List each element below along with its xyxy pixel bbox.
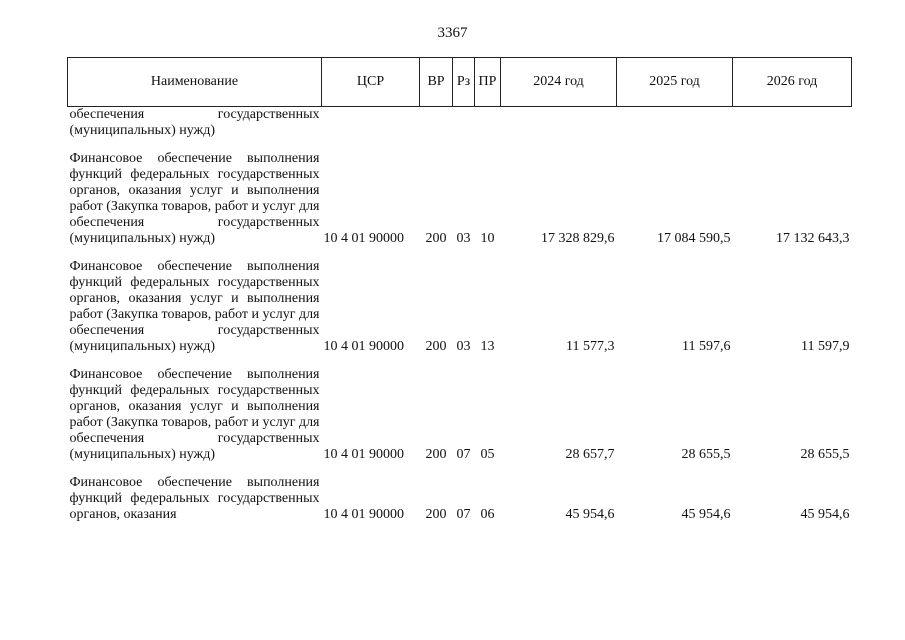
table-row [68, 107, 852, 140]
row-vr: 200 [425, 231, 447, 246]
row-name: Финансовое обеспечение выполнения функций федеральных государственных органов, оказания услуг и выполнения работ (Закупка товаров, работ и услуг для обеспечения государственных (муниципальных) нужд) [69, 151, 320, 246]
row-pr: 13 [480, 339, 495, 354]
header-vr: ВР [420, 58, 453, 107]
row-pr: 05 [480, 447, 495, 462]
row-vr: 200 [425, 447, 447, 462]
page-number: 3367 [437, 25, 468, 41]
header-pr: ПР [475, 58, 501, 107]
header-name: Наименование [68, 58, 322, 107]
row-2024: 28 657,7 [565, 447, 615, 462]
header-rz: Рз [453, 58, 475, 107]
row-csr: 10 4 01 90000 [323, 507, 404, 522]
table-row [68, 247, 852, 355]
table-row [68, 355, 852, 463]
row-csr: 10 4 01 90000 [323, 231, 404, 246]
table-header-row [68, 58, 852, 107]
row-vr: 200 [425, 507, 447, 522]
row-2025: 17 084 590,5 [657, 231, 731, 246]
row-csr: 10 4 01 90000 [323, 447, 404, 462]
header-csr: ЦСР [322, 58, 420, 107]
row-2026: 11 597,9 [801, 339, 850, 354]
table-row [68, 463, 852, 523]
header-2025: 2025 год [617, 58, 733, 107]
row-2026: 28 655,5 [800, 447, 850, 462]
row-2025: 11 597,6 [682, 339, 731, 354]
row-2025: 45 954,6 [681, 507, 731, 522]
budget-table [67, 57, 852, 523]
header-2024: 2024 год [501, 58, 617, 107]
row-vr: 200 [425, 339, 447, 354]
row-pr: 06 [480, 507, 495, 522]
row-2024: 17 328 829,6 [541, 231, 615, 246]
row-2026 [733, 107, 852, 140]
row-csr: 10 4 01 90000 [323, 339, 404, 354]
row-rz: 03 [456, 339, 471, 354]
row-rz [453, 107, 475, 140]
row-2025 [617, 107, 733, 140]
row-rz: 03 [456, 231, 471, 246]
row-pr: 10 [480, 231, 495, 246]
row-vr [420, 107, 453, 140]
row-2024: 11 577,3 [566, 339, 615, 354]
row-rz: 07 [456, 447, 471, 462]
header-2026: 2026 год [733, 58, 852, 107]
row-2024 [501, 107, 617, 140]
row-2024: 45 954,6 [565, 507, 615, 522]
row-2026: 45 954,6 [800, 507, 850, 522]
row-name: обеспечения государственных (муниципальных) нужд) [69, 107, 320, 138]
table-row [68, 139, 852, 247]
row-2026: 17 132 643,3 [776, 231, 850, 246]
row-csr [322, 107, 420, 140]
row-rz: 07 [456, 507, 471, 522]
row-name: Финансовое обеспечение выполнения функций федеральных государственных органов, оказания услуг и выполнения работ (Закупка товаров, работ и услуг для обеспечения государственных (муниципальных) нужд) [69, 259, 320, 354]
row-name: Финансовое обеспечение выполнения функций федеральных государственных органов, оказания услуг и выполнения работ (Закупка товаров, работ и услуг для обеспечения государственных (муниципальных) нужд) [69, 367, 320, 462]
row-name: Финансовое обеспечение выполнения функций федеральных государственных органов, оказания [69, 475, 320, 522]
row-2025: 28 655,5 [681, 447, 731, 462]
row-pr [475, 107, 501, 140]
